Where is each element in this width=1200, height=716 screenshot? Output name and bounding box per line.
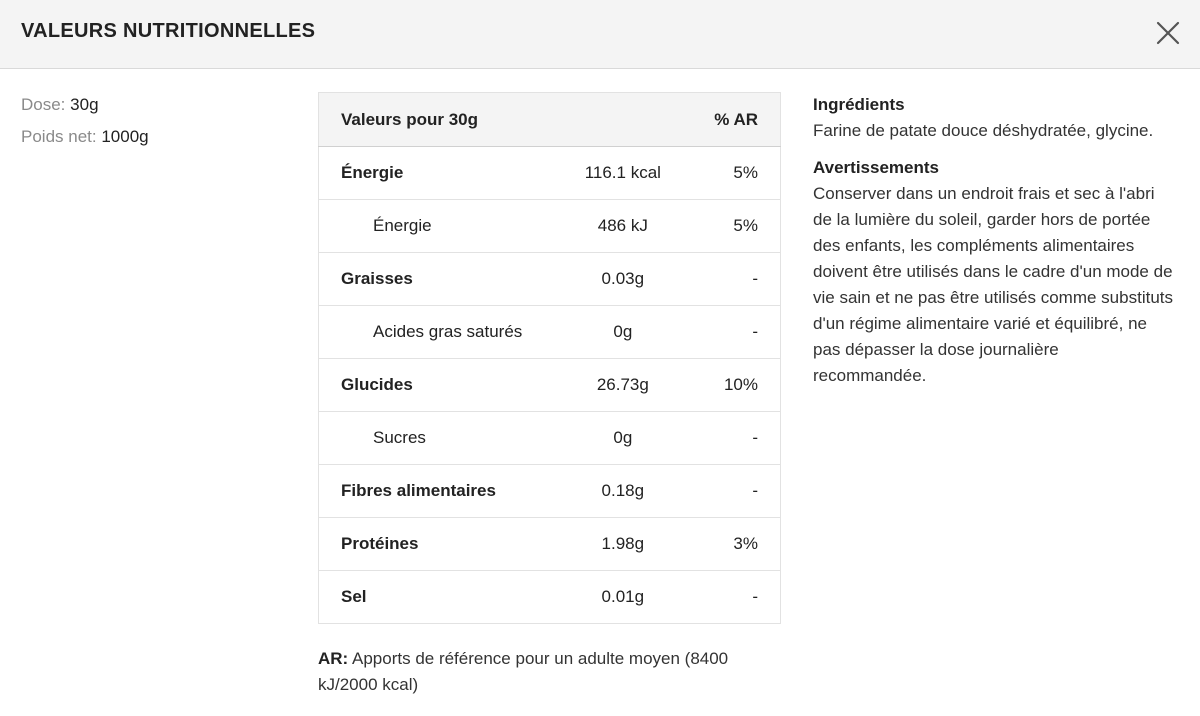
- ingredients-text: Farine de patate douce déshydratée, glycine.: [813, 121, 1154, 140]
- nutrient-name: Énergie: [319, 147, 549, 200]
- footnote-text: Apports de référence pour un adulte moyen (8400 kJ/2000 kcal): [318, 649, 729, 694]
- table-row: [319, 306, 781, 359]
- nutrient-ar-percent: -: [698, 253, 781, 306]
- table-row: [319, 465, 781, 518]
- table-row: [319, 359, 781, 412]
- nutrient-amount: 0g: [548, 306, 698, 359]
- table-row: [319, 571, 781, 624]
- table-body: [319, 147, 781, 624]
- nutrient-ar-percent: -: [698, 306, 781, 359]
- nutrient-amount: 0.03g: [548, 253, 698, 306]
- table-row: [319, 412, 781, 465]
- close-icon: [1152, 17, 1184, 49]
- nutrient-ar-percent: 5%: [698, 147, 781, 200]
- nutrient-name: Glucides: [319, 359, 549, 412]
- close-button[interactable]: [1152, 17, 1184, 49]
- table-row: [319, 200, 781, 253]
- nutrient-amount: 1.98g: [548, 518, 698, 571]
- dose-value: 30g: [70, 95, 99, 114]
- net-weight-label: Poids net:: [21, 127, 97, 146]
- ingredients-title: Ingrédients: [813, 95, 905, 114]
- nutrition-table: [318, 92, 781, 624]
- nutrient-name: Fibres alimentaires: [319, 465, 549, 518]
- nutrient-amount: 0g: [548, 412, 698, 465]
- nutrient-amount: 116.1 kcal: [548, 147, 698, 200]
- net-weight-line: [21, 126, 291, 148]
- nutrient-name: Graisses: [319, 253, 549, 306]
- table-header-row: [319, 93, 781, 147]
- nutrient-amount: 26.73g: [548, 359, 698, 412]
- modal-title: VALEURS NUTRITIONNELLES: [21, 20, 316, 42]
- nutrient-ar-percent: 3%: [698, 518, 781, 571]
- nutrient-ar-percent: -: [698, 571, 781, 624]
- header-ar: % AR: [698, 93, 781, 147]
- nutrient-name: Sel: [319, 571, 549, 624]
- nutrient-name: Protéines: [319, 518, 549, 571]
- dose-label: Dose:: [21, 95, 66, 114]
- nutrient-ar-percent: 5%: [698, 200, 781, 253]
- nutrient-name: Sucres: [319, 412, 549, 465]
- nutrient-ar-percent: 10%: [698, 359, 781, 412]
- header-values-per-dose: Valeurs pour 30g: [319, 93, 549, 147]
- table-row: [319, 147, 781, 200]
- nutrient-name: Énergie: [319, 200, 549, 253]
- nutrient-ar-percent: -: [698, 465, 781, 518]
- header-amount: [548, 93, 698, 147]
- product-meta: [21, 94, 291, 158]
- ar-footnote: [318, 646, 758, 698]
- net-weight-value: 1000g: [101, 127, 149, 146]
- table-row: [319, 518, 781, 571]
- footnote-label: AR:: [318, 649, 349, 668]
- warnings-title: Avertissements: [813, 158, 939, 177]
- dose-line: [21, 94, 291, 116]
- product-details: [813, 92, 1173, 400]
- nutrient-name: Acides gras saturés: [319, 306, 549, 359]
- warnings-text: Conserver dans un endroit frais et sec à l'abri de la lumière du soleil, garder hors de portée des enfants, les compléments alimentaires doivent être utilisés dans le cadre d'un mode de vie sain et ne pas être utilisés comme substituts d'un régime alimentaire varié et équilibré, ne pas dépasser la dose journalière recommandée.: [813, 184, 1173, 385]
- nutrient-ar-percent: -: [698, 412, 781, 465]
- modal-header: [0, 0, 1200, 69]
- table-row: [319, 253, 781, 306]
- nutrient-amount: 486 kJ: [548, 200, 698, 253]
- nutrient-amount: 0.01g: [548, 571, 698, 624]
- nutrient-amount: 0.18g: [548, 465, 698, 518]
